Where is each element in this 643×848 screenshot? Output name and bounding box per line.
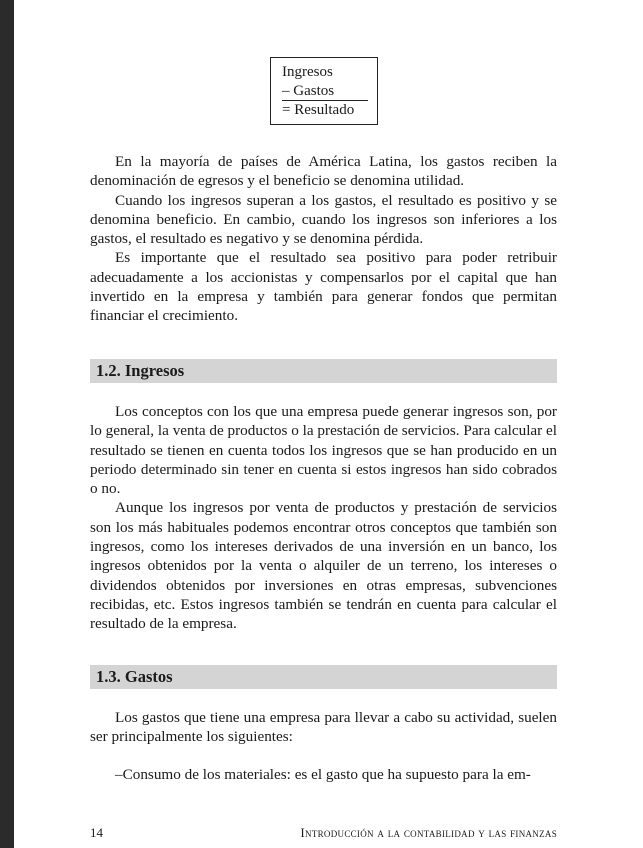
paragraph: Cuando los ingresos superan a los gastos, el resultado es positivo y se denomina beneficio. En cambio, cuando los ingresos son inferiores a los gastos, el resultado es negativo y se denomina pérdida. [90,191,557,248]
section-heading-ingresos: 1.2. Ingresos [90,359,557,383]
running-title: Introducción a la contabilidad y las finanzas [300,825,557,840]
reader-edge-bar [0,0,14,848]
section-heading-gastos: 1.3. Gastos [90,665,557,689]
paragraph: Es importante que el resultado sea positivo para poder retribuir adecuadamente a los accionistas y compensarlos por el capital que han invertido en la empresa y también para generar fondos que permitan financiar el crecimiento. [90,249,557,325]
formula-line-resultado: = Resultado [282,102,355,118]
formula-box [270,57,378,125]
ingresos-text [90,402,557,634]
paragraph: En la mayoría de países de América Latina, los gastos reciben la denominación de egresos y el beneficio se denomina utilidad. [90,153,557,190]
paragraph: Los conceptos con los que una empresa puede generar ingresos son, por lo general, la venta de productos o la prestación de servicios. Para calcular el resultado se tienen en cuenta todos los ingresos que se han producido en un periodo determinado sin tener en cuenta si estos ingresos han sido cobrados o no. [90,403,557,498]
paragraph: Aunque los ingresos por venta de productos y prestación de servicios son los más habituales podemos encontrar otros conceptos que también son ingresos, como los intereses derivados de una inversión en un banco, los ingresos obtenidos por la venta o alquiler de un terreno, los intereses o dividendos obtenidos por inversiones en otras empresas, subvenciones recibidas, etc. Estos ingresos también se tendrán en cuenta para calcular el resultado de la empresa. [90,499,557,633]
intro-text [90,152,557,326]
page-footer [90,825,557,841]
formula-line-ingresos: Ingresos [282,64,333,80]
formula-line-gastos: – Gastos [282,83,368,101]
list-item: –Consumo de los materiales: es el gasto que ha supuesto para la em- [115,766,531,783]
page-number: 14 [90,825,103,840]
gastos-text [90,708,557,747]
paragraph: Los gastos que tiene una empresa para llevar a cabo su actividad, suelen ser principalmente los siguientes: [90,709,557,746]
